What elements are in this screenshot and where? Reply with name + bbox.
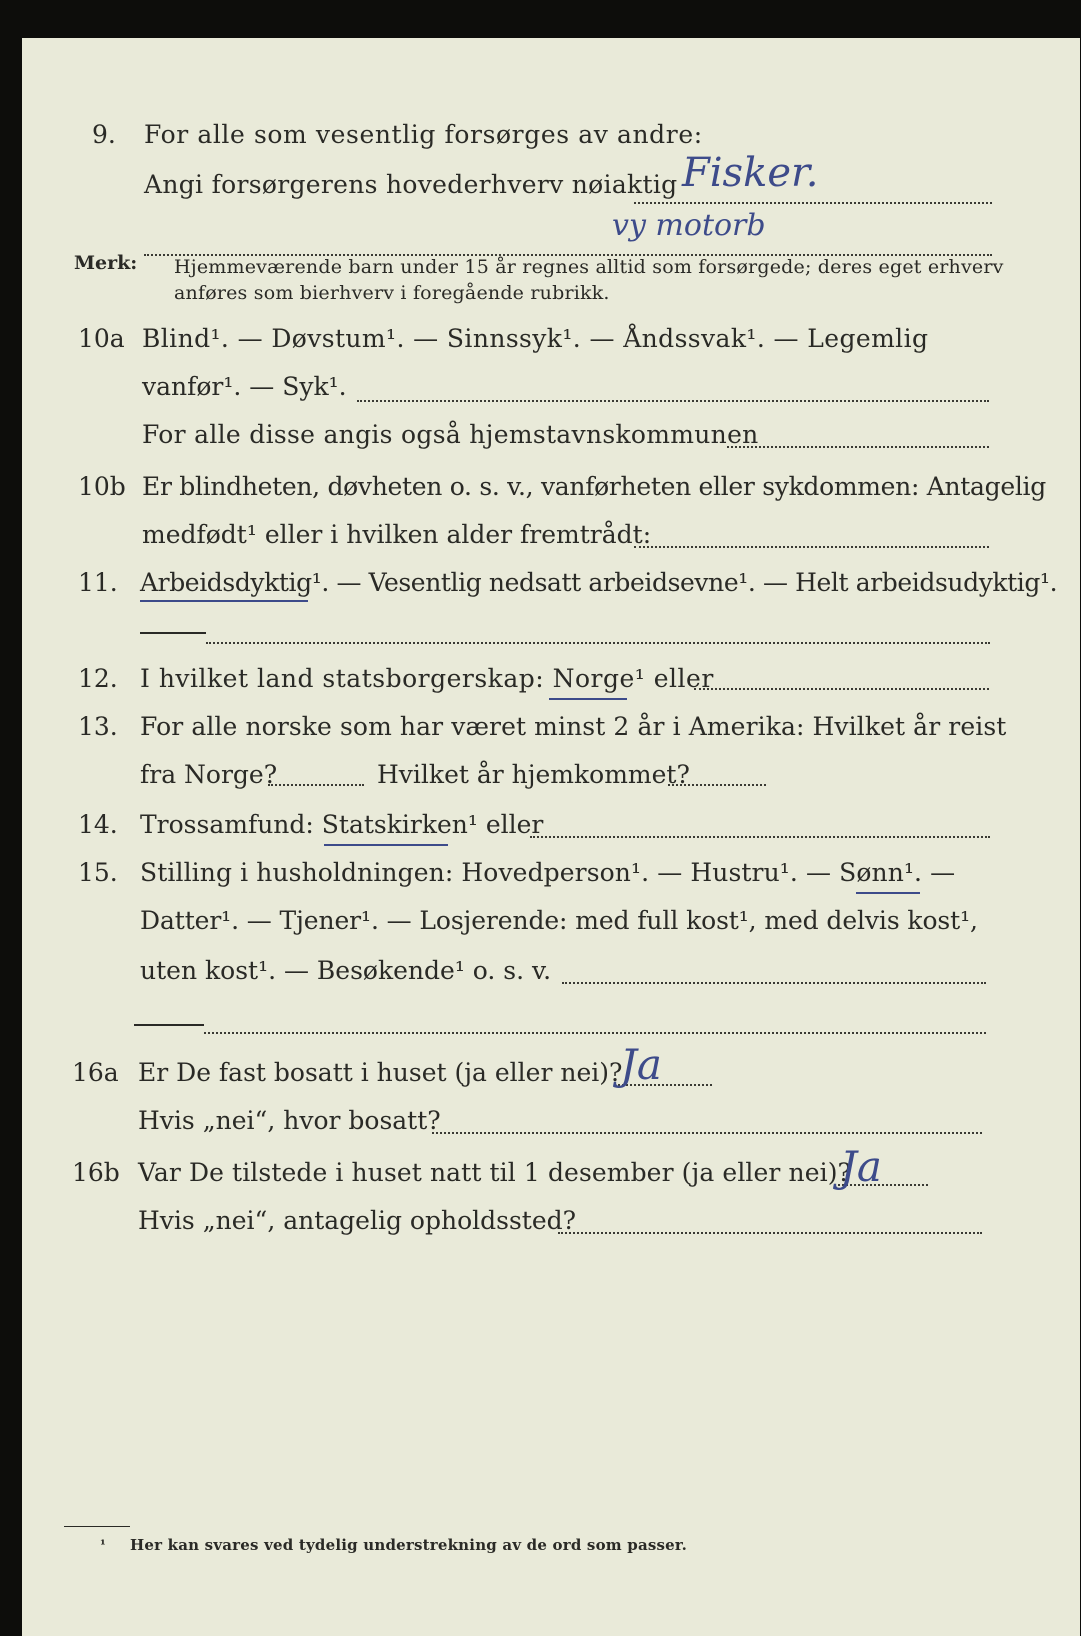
footnote-rule (64, 1526, 130, 1527)
merk-line2: anføres som bierhverv i foregående rubrikk. (174, 282, 610, 304)
q16b-opholdssted-line (558, 1232, 982, 1234)
q13-line1: For alle norske som har været minst 2 år i Amerika: Hvilket år reist (140, 712, 1007, 741)
q16b-handwriting: Ja (840, 1142, 882, 1191)
q16a-line2: Hvis „nei“, hvor bosatt? (138, 1106, 441, 1135)
q16a-bosatt-line (432, 1132, 982, 1134)
q11-line1: Arbeidsdyktig¹. — Vesentlig nedsatt arbeidsevne¹. — Helt arbeidsudyktig¹. (140, 568, 1058, 597)
q15-answer-line (562, 982, 986, 984)
q13-number: 13. (78, 712, 118, 741)
q12-underline-norge (549, 698, 627, 700)
q9-handwriting-occupation: Fisker. (682, 150, 819, 196)
q13-reist-line (268, 784, 364, 786)
q11-short-line (140, 632, 206, 634)
q16b-line1: Var De tilstede i huset natt til 1 desember (ja eller nei)? (138, 1158, 852, 1187)
q14-underline-statskirken (324, 844, 448, 846)
q15-short-line (134, 1024, 204, 1026)
q11-underline-arbeidsdyktig (140, 600, 308, 602)
q9-line2: Angi forsørgerens hovederhverv nøiaktig (144, 170, 678, 199)
q15-number: 15. (78, 858, 118, 887)
q16a-line1: Er De fast bosatt i huset (ja eller nei)? (138, 1058, 623, 1087)
q16a-number: 16a (72, 1058, 119, 1087)
q15-underline-sonn (856, 892, 920, 894)
form-page (22, 38, 1080, 1636)
q11-answer-line (206, 642, 990, 644)
merk-line1: Hjemmeværende barn under 15 år regnes alltid som forsørgede; deres eget erhverv (174, 256, 1004, 278)
q12-number: 12. (78, 664, 118, 693)
q13-line2a: fra Norge? (140, 760, 278, 789)
q10a-number: 10a (78, 324, 125, 353)
q10a-answer-line (357, 400, 989, 402)
q12-answer-line (694, 688, 989, 690)
q10a-line1: Blind¹. — Døvstum¹. — Sinnssyk¹. — Åndssvak¹. — Legemlig (142, 324, 929, 353)
q9-answer-line (634, 202, 992, 204)
q10a-line3: For alle disse angis også hjemstavnskommunen (142, 420, 759, 449)
footnote-mark: ¹ (100, 1538, 106, 1553)
q10b-number: 10b (78, 472, 126, 501)
q14-line1: Trossamfund: Statskirken¹ eller (140, 810, 544, 839)
footnote-text: Her kan svares ved tydelig understrekning av de ord som passer. (130, 1536, 688, 1554)
q14-number: 14. (78, 810, 118, 839)
q15-line3: uten kost¹. — Besøkende¹ o. s. v. (140, 956, 552, 985)
q15-line2: Datter¹. — Tjener¹. — Losjerende: med full kost¹, med delvis kost¹, (140, 906, 978, 935)
q13-line2b: Hvilket år hjemkommet? (377, 760, 690, 789)
merk-label: Merk: (74, 252, 138, 274)
q16b-number: 16b (72, 1158, 120, 1187)
q10a-line2: vanfør¹. — Syk¹. (142, 372, 347, 401)
q9-number: 9. (92, 120, 116, 149)
q10a-hjemstavn-line (727, 446, 989, 448)
q10b-answer-line (634, 546, 989, 548)
q12-line1: I hvilket land statsborgerskap: Norge¹ eller (140, 664, 714, 693)
q16b-line2: Hvis „nei“, antagelig opholdssted? (138, 1206, 577, 1235)
q10b-line1: Er blindheten, døvheten o. s. v., vanførheten eller sykdommen: Antagelig (142, 472, 1046, 501)
q14-answer-line (530, 836, 990, 838)
q13-hjemkommet-line (668, 784, 766, 786)
q11-number: 11. (78, 568, 118, 597)
q9-line1: For alle som vesentlig forsørges av andre: (144, 120, 703, 149)
q16a-handwriting: Ja (620, 1040, 662, 1089)
q15-answer-line-2 (204, 1032, 986, 1034)
q15-line1: Stilling i husholdningen: Hovedperson¹. — Hustru¹. — Sønn¹. — (140, 858, 956, 887)
q9-handwriting-note: vy motorb (612, 208, 766, 243)
q10b-line2: medfødt¹ eller i hvilken alder fremtrådt: (142, 520, 652, 549)
